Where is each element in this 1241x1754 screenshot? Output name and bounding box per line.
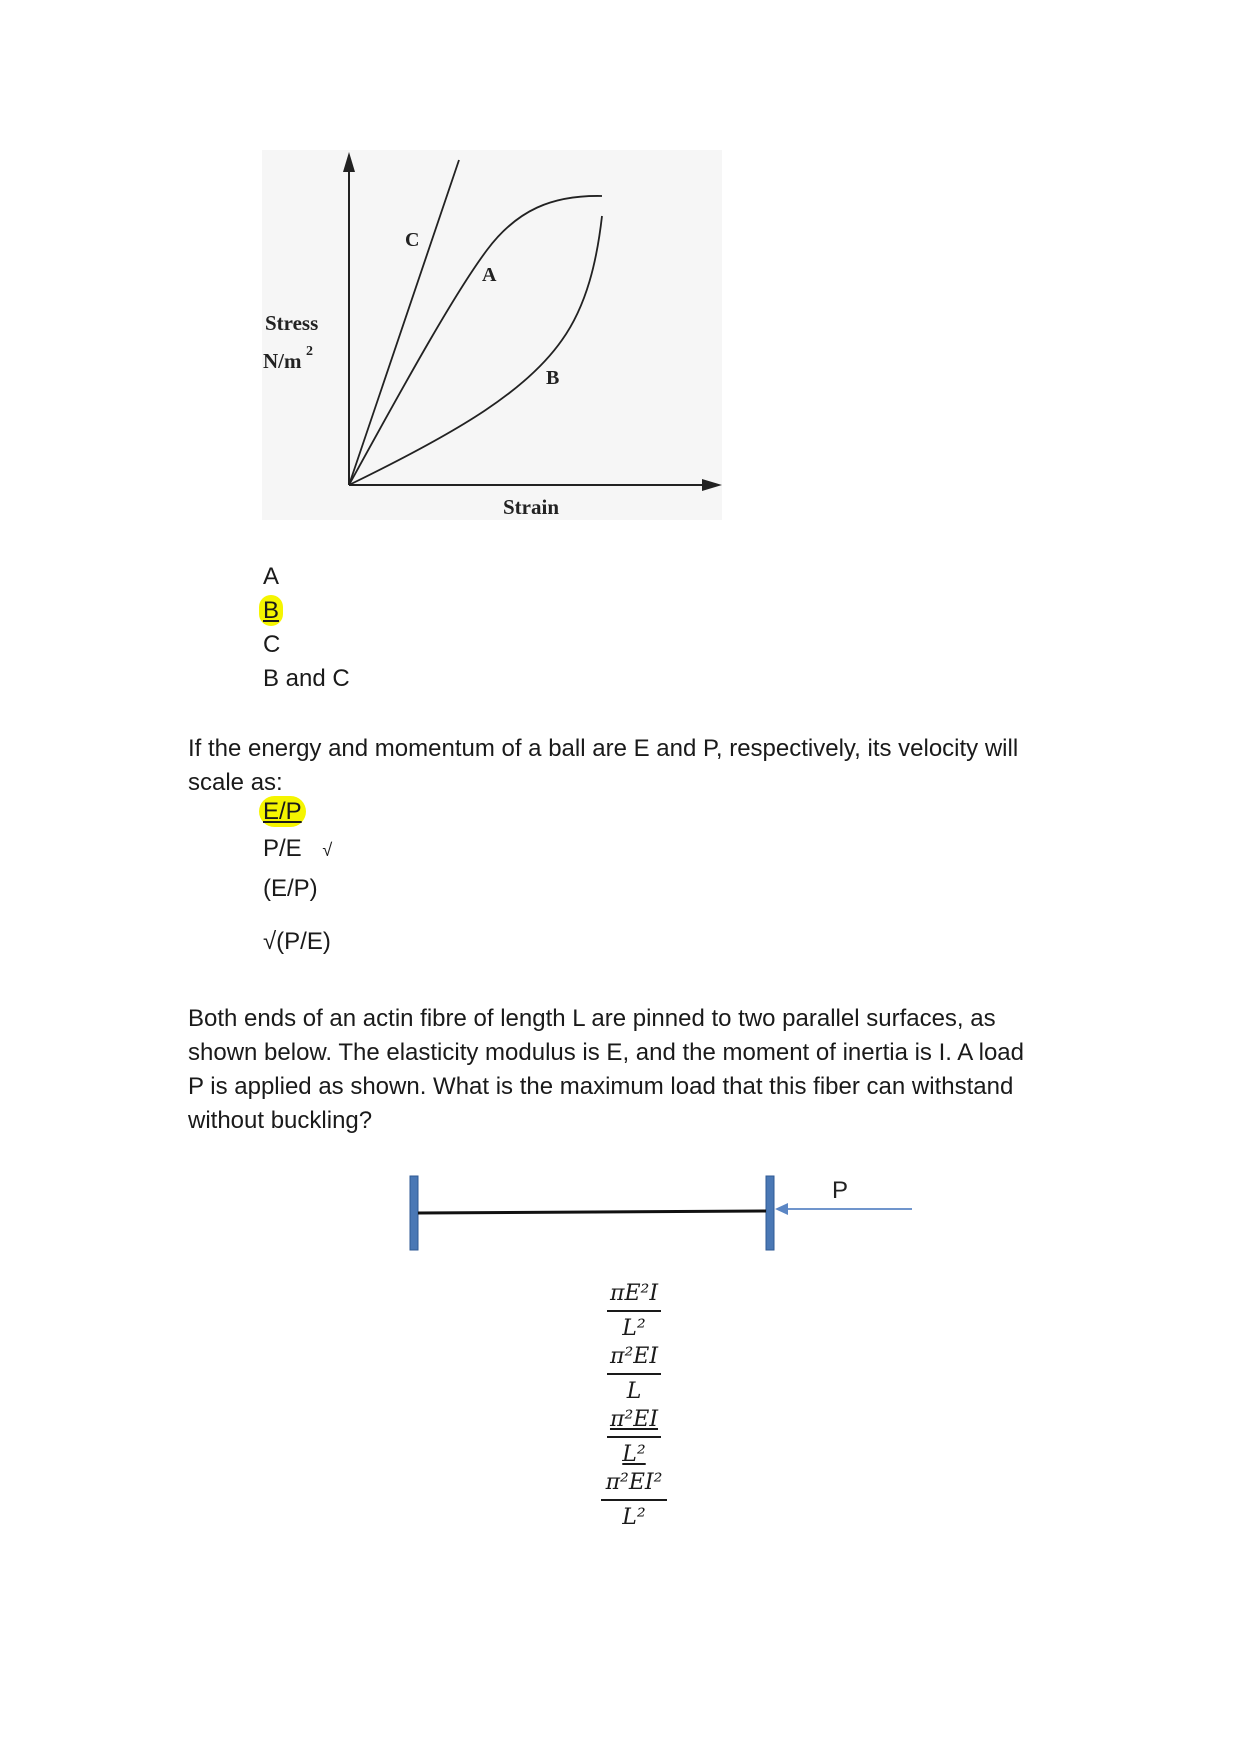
figure-background xyxy=(262,150,722,520)
load-arrow-head xyxy=(775,1203,788,1215)
q3-option-b[interactable] xyxy=(574,1343,694,1406)
q3-question-line-4: without buckling? xyxy=(188,1107,373,1134)
q2-question-line-1: If the energy and momentum of a ball are E and P, respectively, its velocity will xyxy=(188,735,1019,762)
curve-label-a: A xyxy=(482,264,497,286)
q3-option-c-numerator: π²EI xyxy=(609,1407,659,1432)
q1-option-c[interactable]: C xyxy=(263,631,281,658)
left-plate xyxy=(410,1176,418,1250)
q3-option-b-numerator: π²EI xyxy=(609,1344,659,1369)
q3-option-c-denominator: L² xyxy=(622,1441,646,1467)
q1-option-d[interactable]: B and C xyxy=(263,665,350,692)
q2-option-b[interactable] xyxy=(263,834,332,865)
q2-option-d[interactable]: √(P/E) xyxy=(263,928,331,955)
q3-option-a[interactable] xyxy=(574,1280,694,1343)
q2-question-line-2: scale as: xyxy=(188,769,283,796)
actin-fibre xyxy=(418,1211,766,1213)
y-axis-unit-exponent: 2 xyxy=(306,344,313,359)
y-axis-unit: N/m xyxy=(263,349,302,373)
q2-option-b-text: P/E xyxy=(263,835,302,862)
stray-root-mark: √ xyxy=(322,840,333,860)
q1-option-b-highlight: B xyxy=(259,595,283,626)
q3-option-a-denominator: L² xyxy=(622,1315,646,1341)
curve-label-c: C xyxy=(405,229,420,251)
q3-option-c[interactable] xyxy=(574,1406,694,1469)
y-axis-label: Stress xyxy=(265,311,319,335)
fraction-bar xyxy=(607,1373,661,1375)
q3-question-line-3: P is applied as shown. What is the maximum load that this fiber can withstand xyxy=(188,1073,1014,1100)
q3-question-line-1: Both ends of an actin fibre of length L are pinned to two parallel surfaces, as xyxy=(188,1005,996,1032)
fraction-bar xyxy=(601,1499,667,1501)
fibre-diagram xyxy=(400,1168,920,1258)
q2-option-a[interactable] xyxy=(263,797,306,827)
fraction-bar xyxy=(607,1436,661,1438)
curve-label-b: B xyxy=(546,367,560,389)
q3-option-d[interactable] xyxy=(574,1469,694,1532)
load-label: P xyxy=(832,1177,849,1204)
q3-option-d-denominator: L² xyxy=(622,1504,646,1530)
q2-question xyxy=(188,732,1088,800)
x-axis-label: Strain xyxy=(503,495,560,519)
q2-option-a-highlight: E/P xyxy=(259,796,306,827)
fraction-bar xyxy=(607,1310,661,1312)
right-plate xyxy=(766,1176,774,1250)
q3-question xyxy=(188,1002,1088,1138)
q1-option-b[interactable] xyxy=(263,596,283,626)
q1-option-a[interactable]: A xyxy=(263,563,280,590)
q3-question-line-2: shown below. The elasticity modulus is E, and the moment of inertia is I. A load xyxy=(188,1039,1025,1066)
q3-option-b-denominator: L xyxy=(626,1378,642,1404)
stress-strain-figure xyxy=(262,150,722,520)
q3-option-d-numerator: π²EI² xyxy=(605,1470,663,1495)
q3-option-a-numerator: πE²I xyxy=(609,1281,659,1306)
q2-option-c[interactable]: (E/P) xyxy=(263,875,318,902)
